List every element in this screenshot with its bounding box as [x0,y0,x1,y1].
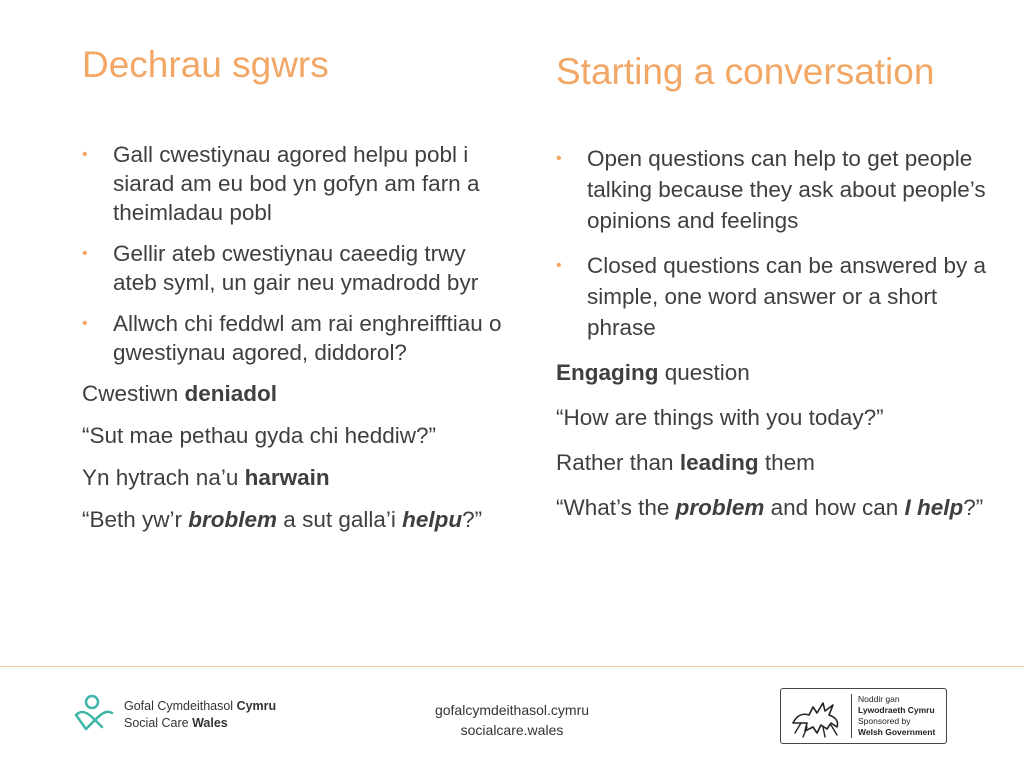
welsh-government-badge [780,688,947,744]
bullet-icon: • [82,146,88,163]
list-item [556,250,986,343]
bullet-text: Open questions can help to get people talking because they ask about people’s opinions and feelings [587,146,986,233]
gov-name-english: Welsh Government [858,727,936,737]
badge-separator [851,694,852,738]
logo-line-english: Social Care Wales [124,716,228,730]
leading-example: “What’s the problem and how can I help?” [556,495,984,520]
english-title: Starting a conversation [556,51,935,92]
list-item [82,309,502,367]
footer-divider [0,666,1024,667]
leading-label: Rather than leading them [556,450,815,475]
bullet-text: Closed questions can be answered by a simple, one word answer or a short phrase [587,253,987,340]
welsh-title: Dechrau sgwrs [82,44,329,85]
engaging-label: Cwestiwn deniadol [82,381,278,406]
list-item [82,140,502,227]
social-care-wales-mark-icon [72,693,116,737]
url-english[interactable]: socialcare.wales [460,722,564,738]
gov-sponsor-welsh-label: Noddir gan [858,694,900,704]
bullet-text: Gall cwestiynau agored helpu pobl i siarad am eu bod yn gofyn am farn a theimladau pobl [113,142,480,225]
english-bullet-list [556,143,986,343]
leading-example: “Beth yw’r broblem a sut galla’i helpu?” [82,507,483,532]
bullet-text: Allwch chi feddwl am rai enghreifftiau o gwestiynau agored, diddorol? [113,311,502,365]
welsh-column [82,140,502,547]
list-item [556,143,986,236]
bullet-icon: • [556,150,562,167]
gov-sponsor-english-label: Sponsored by [858,716,911,726]
engaging-label: Engaging question [556,360,750,385]
gov-name-welsh: Lywodraeth Cymru [858,705,935,715]
bullet-icon: • [556,257,562,274]
english-column [556,143,986,537]
social-care-wales-logo [72,690,302,740]
bullet-icon: • [82,315,88,332]
engaging-example: “Sut mae pethau gyda chi heddiw?” [82,423,436,448]
logo-line-welsh: Gofal Cymdeithasol Cymru [124,699,277,713]
list-item [82,239,502,297]
engaging-example: “How are things with you today?” [556,405,884,430]
bullet-icon: • [82,245,88,262]
welsh-dragon-icon [787,693,845,739]
footer-urls [380,700,644,740]
leading-label: Yn hytrach na’u harwain [82,465,330,490]
bullet-text: Gellir ateb cwestiynau caeedig trwy ateb syml, un gair neu ymadrodd byr [113,241,479,295]
welsh-bullet-list [82,140,502,367]
url-welsh[interactable]: gofalcymdeithasol.cymru [434,702,590,718]
